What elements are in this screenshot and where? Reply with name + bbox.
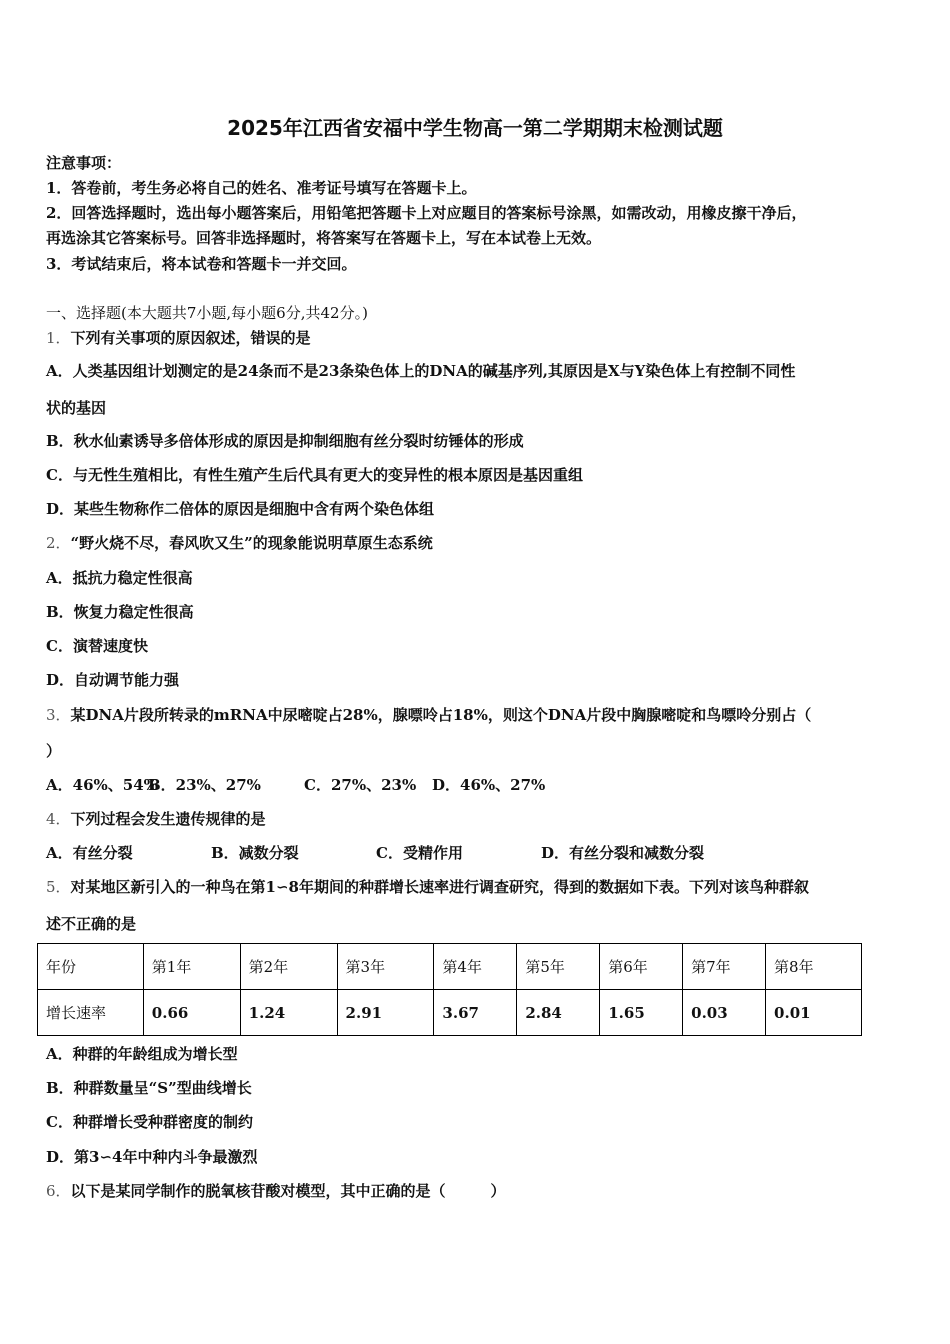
table-cell: 0.01: [766, 990, 862, 1036]
question-5: [46, 876, 809, 897]
question-number: 2．: [46, 534, 71, 552]
question-stem: 下列有关事项的原因叙述，错误的是: [70, 329, 311, 347]
table-cell: 第6年: [600, 944, 683, 990]
question-4: [46, 808, 266, 829]
table-cell: 第4年: [434, 944, 517, 990]
q4-option-b: B．减数分裂: [211, 844, 299, 862]
notice-heading: 注意事项：: [46, 154, 122, 172]
table-row: [38, 990, 862, 1036]
question-number: 5．: [46, 878, 71, 896]
notice-item-2: 2．回答选择题时，选出每小题答案后，用铅笔把答题卡上对应题目的答案标号涂黑，如需改动，用橡皮擦干净后，: [46, 204, 807, 222]
question-number: 4．: [46, 810, 71, 828]
question-stem: “野火烧不尽，春风吹又生”的现象能说明草原生态系统: [70, 534, 433, 552]
question-stem: 对某地区新引入的一种鸟在第1∽8年期间的种群增长速率进行调查研究，得到的数据如下表。下列对该鸟种群叙: [70, 878, 809, 896]
q5-option-c: C．种群增长受种群密度的制约: [46, 1113, 253, 1131]
question-stem: 某DNA片段所转录的mRNA中尿嘧啶占28%，腺嘌呤占18%，则这个DNA片段中胸腺嘧啶和鸟嘌呤分别占（: [70, 706, 812, 724]
q5-option-b: B．种群数量呈“S”型曲线增长: [46, 1079, 252, 1097]
section-heading: 一、选择题(本大题共7小题,每小题6分,共42分。): [46, 304, 368, 322]
table-header-row: [38, 944, 862, 990]
notice-item-2-cont: 再选涂其它答案标号。回答非选择题时，将答案写在答题卡上，写在本试卷上无效。: [46, 229, 602, 247]
q1-option-c: C．与无性生殖相比，有性生殖产生后代具有更大的变异性的根本原因是基因重组: [46, 466, 583, 484]
question-3: [46, 704, 811, 725]
page-title: 2025年江西省安福中学生物高一第二学期期末检测试题: [227, 116, 723, 140]
q4-option-c: C．受精作用: [376, 844, 463, 862]
q2-option-c: C．演替速度快: [46, 637, 148, 655]
q3-option-b: B．23%、27%: [148, 776, 261, 794]
table-cell: 第8年: [766, 944, 862, 990]
table-cell: 0.66: [143, 990, 240, 1036]
q5-option-d: D．第3∽4年中种内斗争最激烈: [46, 1148, 258, 1166]
q1-option-d: D．某些生物称作二倍体的原因是细胞中含有两个染色体组: [46, 500, 435, 518]
q2-option-d: D．自动调节能力强: [46, 671, 180, 689]
question-stem: 以下是某同学制作的脱氧核苷酸对模型，其中正确的是（ ）: [70, 1182, 506, 1200]
question-5-cont: 述不正确的是: [46, 915, 137, 933]
question-1: [46, 327, 311, 348]
q4-option-d: D．有丝分裂和减数分裂: [541, 844, 705, 862]
question-3-cont: ）: [46, 742, 62, 760]
q3-option-a: A．46%、54%: [46, 776, 158, 794]
table-cell: 增长速率: [38, 990, 144, 1036]
table-cell: 年份: [38, 944, 144, 990]
question-stem: 下列过程会发生遗传规律的是: [70, 810, 266, 828]
question-6: [46, 1180, 506, 1201]
table-cell: 2.84: [517, 990, 600, 1036]
table-cell: 2.91: [337, 990, 434, 1036]
table-cell: 第7年: [683, 944, 766, 990]
question-2: [46, 532, 433, 553]
q1-option-a: A．人类基因组计划测定的是24条而不是23条染色体上的DNA的碱基序列,其原因是X与Y染色体上有控制不同性: [46, 362, 796, 380]
notice-item-3: 3．考试结束后，将本试卷和答题卡一并交回。: [46, 255, 357, 273]
q2-option-a: A．抵抗力稳定性很高: [46, 569, 193, 587]
q3-option-d: D．46%、27%: [432, 776, 546, 794]
q3-option-c: C．27%、23%: [304, 776, 417, 794]
q1-option-b: B．秋水仙素诱导多倍体形成的原因是抑制细胞有丝分裂时纺锤体的形成: [46, 432, 524, 450]
question-number: 6．: [46, 1182, 71, 1200]
table-cell: 第2年: [240, 944, 337, 990]
table-cell: 0.03: [683, 990, 766, 1036]
table-cell: 第5年: [517, 944, 600, 990]
growth-rate-table: [37, 943, 862, 1036]
notice-item-1: 1．答卷前，考生务必将自己的姓名、准考证号填写在答题卡上。: [46, 179, 477, 197]
table-cell: 1.24: [240, 990, 337, 1036]
q4-option-a: A．有丝分裂: [46, 844, 133, 862]
q2-option-b: B．恢复力稳定性很高: [46, 603, 194, 621]
table-cell: 第1年: [143, 944, 240, 990]
question-number: 3．: [46, 706, 71, 724]
question-number: 1．: [46, 329, 71, 347]
table-cell: 1.65: [600, 990, 683, 1036]
table-cell: 第3年: [337, 944, 434, 990]
table-cell: 3.67: [434, 990, 517, 1036]
q1-option-a-cont: 状的基因: [46, 399, 107, 417]
q5-option-a: A．种群的年龄组成为增长型: [46, 1045, 238, 1063]
